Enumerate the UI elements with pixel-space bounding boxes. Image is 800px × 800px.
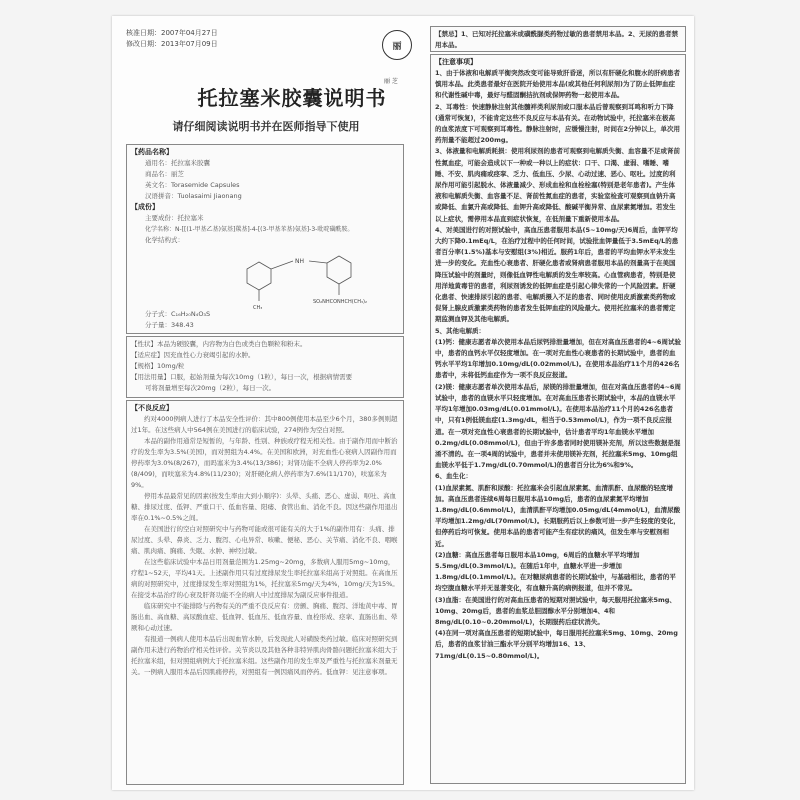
sulfonyl-label: SO₂NHCONHCH(CH₃)₂ (313, 299, 367, 305)
caution-2: 2、耳毒性：快速静脉注射其他髓袢类利尿剂或口服本品后曾观察到耳鸣和听力下降(通常可恢复)，不能肯定这些不良反应与本品有关。在动物试验中，托拉塞米在极高的血浆浓度下可观察到耳毒性。静脉注射时，应缓慢注射，时间在2分钟以上，单次用药剂量不能超过200mg。 (435, 102, 681, 145)
molecular-mass: 分子量：348.43 (145, 321, 194, 329)
composition-head: 【成份】 (131, 203, 159, 211)
ch3-label: CH₃ (253, 305, 263, 311)
contraindication-box (430, 26, 686, 52)
main-ingredient: 主要成份：托拉塞米 (145, 214, 204, 222)
caution-6d: (4)在同一项对高血压患者的短期试验中，每日服用托拉塞米5mg、10mg、20mg后，患者的血浆甘油三酯水平分别平均增加16、13、71mg/dL(0.15~0.80mmol/L)。 (435, 629, 678, 660)
molecular-formula: 分子式：C₁₆H₂₀N₄O₃S (145, 310, 211, 318)
caution-5b: (2)镁：健康志愿者单次使用本品后，尿镁的排泄量增加，但在对高血压患者的4~6周试验中，患者的血镁水平只轻度增加。在对高血压患者长期试验中，本品的血镁水平平均1年增加0.03mg/dL(0.01mmol/L)。在使用本品治疗11个月的426名患者中，只有1例低镁血症(1.3mg/dL，相当于0.53mmol/L)，作为一项不良反应报道。在一项对充血性心衰患者的长期试验中，估计患者平均1年血镁水平增加0.2mg/dL(0.08mmol/L)，但由于许多患者同时使用镁补充剂，所以这些数据是混淆不清的。在一项4周的试验中，患者并未使用镁补充剂，托拉塞米5mg、10mg组血镁水平低于1.7mg/dL(0.70mmol/L)的患者百分比为6%和9%。 (435, 382, 681, 470)
caution-4: 4、对美国进行的对照试验中，高血压患者服用本品(5~10mg/天)6周后，血钾平均大约下降0.1mEq/L，在治疗过程中的任何时间，试验批血钾量低于3.5mEq/L的患者百分率(1.5%)基本与安慰组(3%)相近。服药1年后，患者的平均血钾水平未发生进一步的变化。充血性心衰患者、肝硬化患者或肾病患者服用本品的剂量高于在美国降压试验中的剂量时，则像低血钾性电解质的发生率较高。心血管病患者，特别是使用洋地黄毒苷的患者，利尿剂诱发的低钾血症是引起心律失常的一个风险因素。肝硬化患者、快速排尿引起的患者、电解质摄入不足的患者、同时使用皮质激素类药物或促肾上腺皮质激素类药物的患者发生低钾血症的风险最大。使用托拉塞米的患者需定期监测血钾及其他电解质。 (435, 225, 679, 324)
precautions-head: 【注意事项】 (435, 58, 477, 66)
caution-6c: (3)血脂：在美国进行的对高血压患者的短期对照试验中，每天服用托拉塞米5mg、10mg、20mg后，患者的血浆总胆固醇水平分别增加4、4和8mg/dL(0.10~0.20mmol/L)，长期服药后症状消失。 (435, 595, 676, 626)
adverse-head: 【不良反应】 (131, 404, 173, 412)
caution-6: 6、血生化： (435, 472, 473, 481)
document-title: 托拉塞米胶囊说明书 (197, 86, 387, 110)
document-subtitle: 请仔细阅读说明书并在医师指导下使用 (172, 120, 360, 133)
properties-box (126, 336, 404, 398)
chemical-structure-diagram (217, 249, 397, 313)
generic-name: 通用名：托拉塞米胶囊 (145, 159, 210, 167)
adverse-para-3: 停用本品最常见的因素(按发生率由大到小顺序)：头晕、头痛、恶心、虚弱、呕吐、高血糖、排尿过度、低钾、严重口干、低血容量、阳痿、食管出血、消化不良。因这些副作用退出率在0.1%~0.5%之间。 (131, 492, 398, 522)
adverse-para-6: 临床研究中不能排除与药物有关的严重不良反应有：房颤、胸痛、腹泻、洋地黄中毒、胃肠出血、高血糖、高尿酸血症、低血钾、低血压、低血容量、血栓形成、痉挛、直肠出血、晕厥和心动过速。 (131, 602, 398, 632)
adverse-para-7: 有报道一例病人使用本品后出现血管水肿，后发现此人对磺胺类药过敏。临床对照研究到副作用未进行药物治疗相关性评价。关节炎以及其他各种非特异肌肉骨骼问题托拉塞米组大于托拉塞米组，但对照组病例大于托拉塞米组。这些副作用的发生率及严重性与托拉塞米剂量无关。一例病人服用本品后因肌痛停药，对照组有一例因痛风而停药。低血钾：见注意事项。 (131, 635, 398, 676)
dosage-text-1: 【用法用量】口服，起始剂量为每次10mg（1粒），每日一次，根据病情需要 (131, 373, 353, 381)
dosage-text-2: 可将剂量增至每次20mg（2粒），每日一次。 (145, 384, 276, 392)
revision-dates (126, 28, 218, 50)
indication-text: 【适应症】因充血性心力衰竭引起的水肿。 (131, 351, 255, 359)
brand-logo-icon (382, 30, 412, 60)
pinyin-name: 汉语拼音：Tuolasaimi Jiaonang (145, 192, 242, 200)
leaflet-sheet (112, 16, 694, 790)
adverse-para-5: 在这些临床试验中本品日用剂量范围为1.25mg~20mg，多数病人服用5mg~10mg，疗程1~52天，平均41天。上述副作用只有过度排尿发生率托拉塞米组高于对照组。在高血压病的对照研究中，过度排尿发生率对照组为1%，托拉塞米5mg/天为4%，10mg/天为15%。在接受本品治疗的心衰及肝肾功能不全的病人中过度排尿为副反应事件报道。 (131, 558, 399, 599)
contraindication-text: 【禁忌】1、已知对托拉塞米或磺酰脲类药物过敏的患者禁用本品。2、无尿的患者禁用本品。 (435, 30, 679, 50)
approved-date: 核准日期：2007年04月27日 (126, 29, 218, 37)
modified-date: 修改日期：2013年07月09日 (126, 40, 218, 48)
adverse-para-4: 在美国进行的空白对照研究中与药物可能或很可能有关的大于1%的副作用有：头痛、排尿过度、头晕、鼻炎、乏力、腹泻、心电异常、咳嗽、便秘、恶心、关节痛、消化不良、咽喉痛、肌肉痛、胸痛、失眠、水肿、神经过敏。 (131, 525, 398, 555)
adverse-para-1: 约对4000例病人进行了本品安全性评价：其中800例使用本品至少6个月，380多例则超过1年。在这些病人中564例在美国进行的临床试验，274例作为空白对照。 (131, 415, 398, 434)
spec-text: 【规格】10mg/粒 (131, 362, 185, 370)
caution-5: 5、其他电解质： (435, 326, 486, 335)
english-name: 英文名：Torasemide Capsules (145, 181, 240, 189)
drug-info-box (126, 144, 404, 334)
caution-3: 3、体液量和电解质耗损：使用利尿剂的患者可观察到电解质失衡、血容量不足或肾前性氮血症，可能会造成以下一种或一种以上的症状：口干、口渴、虚弱、嗜睡、嗜睡、不安、肌肉痛或痉挛、乏力、低血压、少尿、心动过速、恶心、呕吐。过度的利尿作用可能引起脱水、体液量减少、形成血栓和血栓栓塞(特别是老年患者)。产生体液和电解质失衡、血容量不足、肾前性氮血症的患者，实验室检查可观察到血钠升高或降低、血氯升高或降低、血钾升高或降低、酸碱平衡异常、血尿素氮增加。若发生以上症状，需停用本品直到症状恢复，在低剂量下重新使用本品。 (435, 147, 681, 223)
structure-label: 化学结构式： (145, 236, 184, 244)
nh-label: NH (295, 258, 304, 265)
trade-name: 商品名：丽芝 (145, 170, 184, 178)
caution-6b: (2)血糖：高血压患者每日服用本品10mg，6周后的血糖水平平均增加5.5mg/dL(0.3mmol/L)。在随后1年中，血糖水平进一步增加1.8mg/dL(0.1mmol/L)。在对糖尿病患者的长期试验中，与基础相比，患者的平均空腹血糖水平并无显著变化，有血糖升高的病例报道，但并不常见。 (435, 550, 676, 593)
adverse-box (126, 400, 404, 785)
brand-logo-text: 丽 (392, 41, 402, 52)
drug-name-head: 【药品名称】 (131, 148, 173, 156)
caution-1: 1、由于体液和电解质平衡突然改变可能导致肝昏迷，所以有肝硬化和腹水的肝病患者慎用本品。此类患者最好在医院开始使用本品(或其他任何利尿剂)为了防止低钾血症和代谢性碱中毒，最好与醛固酮拮抗剂或保钾药物一起使用本品。 (435, 69, 681, 100)
chemical-name: 化学名称：N-[[(1-甲基乙基)氨基]羰基]-4-[(3-甲基苯基)氨基]-3-吡啶磺酰胺。 (145, 226, 354, 233)
brand-logo-caption: 丽 芝 (384, 78, 398, 85)
adverse-para-2: 本品的副作用通常是短暂的，与年龄、性别、种族或疗程无相关性。由于副作用而中断治疗的发生率为3.5%(美国)，而对照组为4.4%。在美国和欧洲，对充血性心衰病人因副作用而停药率为3.0%(8/267)，而吗塞米为3.4%(13/386)；对肾功能不全病人停药率为2.0%(8/409)，而呋塞米为4.8%(11/230)；对肝硬化病人停药率为7.6%(11/170)，呋塞米为9%。 (131, 437, 398, 489)
caution-5a: (1)钙：健康志愿者单次使用本品后尿钙排泄量增加，但在对高血压患者的4~6周试验中，患者的血钙水平仅轻度增加。在一项对充血性心衰患者的长期试验中，患者的血钙水平平均1年增加0.10mg/dL(0.02mmol/L)。在使用本品治疗11个月的426名患者中，未将低钙血症作为一项不良反应报道。 (435, 337, 681, 380)
precautions-box (430, 54, 686, 784)
caution-6a: (1)血尿素氮、肌酐和尿酸：托拉塞米会引起血尿素氮、血清肌酐、血尿酸的轻度增加。高血压患者连续6周每日服用本品10mg后，患者的血尿素氮平均增加1.8mg/dL(0.6mmol/L)，血清肌酐平均增加0.05mg/dL(4mmol/L)，血清尿酸平均增加1.2mg/dL(70mmol/L)。长期服药后以上参数可进一步产生轻度的变化，但停药后均可恢复。使用本品的患者可能产生有症状的痛风，但发生率与安慰剂相近。 (435, 483, 681, 548)
character-text: 【性状】本品为硬胶囊，内容物为白色或类白色颗粒和粉末。 (131, 340, 307, 348)
